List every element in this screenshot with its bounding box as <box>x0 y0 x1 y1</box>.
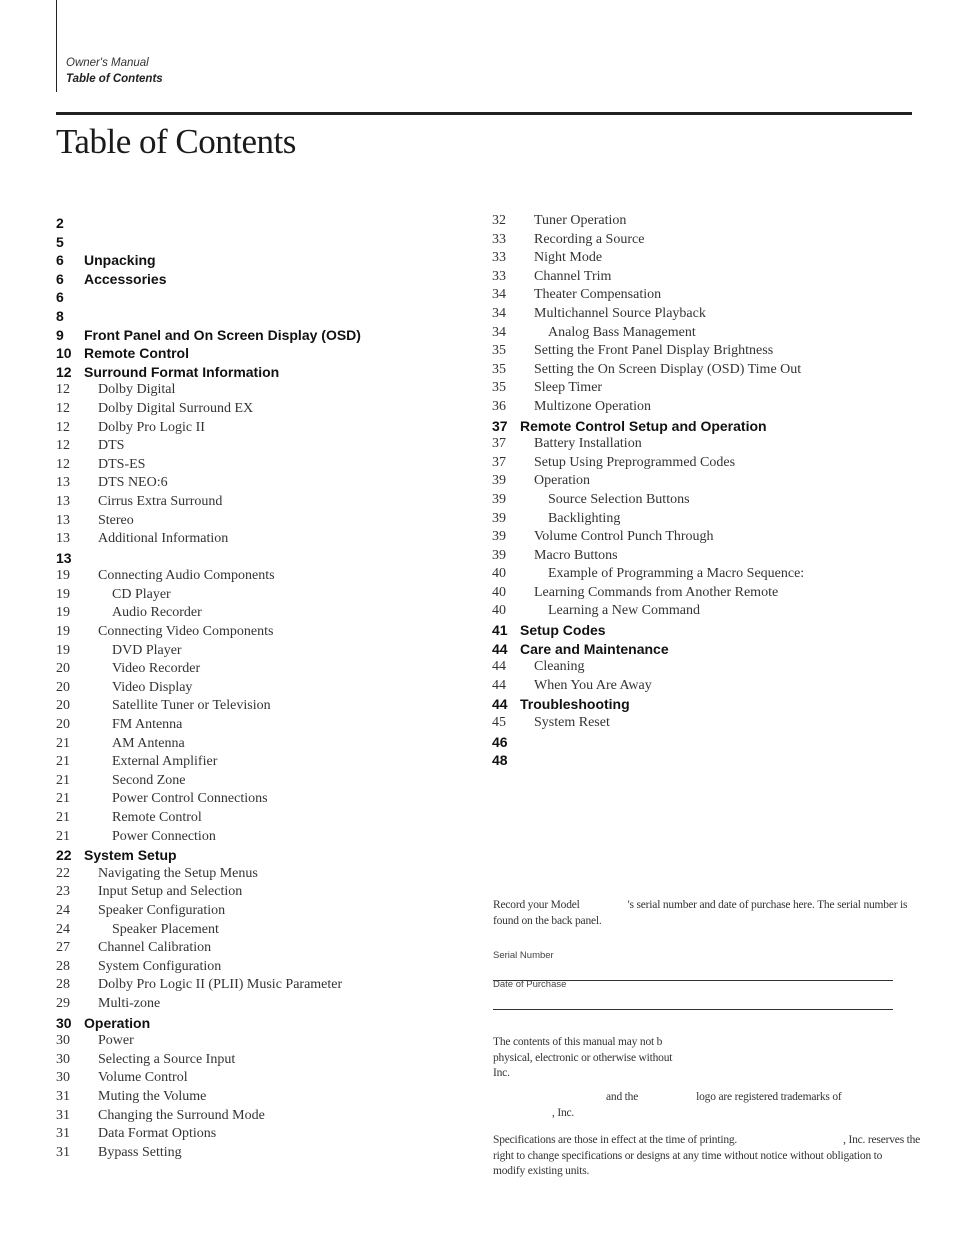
toc-page-number: 21 <box>56 810 70 825</box>
toc-page-number: 30 <box>56 1070 70 1086</box>
toc-entry-title: Second Zone <box>112 772 186 788</box>
toc-entry-title: Satellite Tuner or Television <box>112 698 271 714</box>
toc-page-number: 37 <box>492 454 506 470</box>
toc-entry-title: Remote Control <box>84 345 189 362</box>
toc-entry-title: AM Antenna <box>112 735 185 751</box>
toc-page-number: 30 <box>56 1014 72 1031</box>
toc-page-number: 28 <box>56 958 70 974</box>
toc-page-number: 13 <box>56 531 70 547</box>
toc-page-number: 31 <box>56 1107 70 1123</box>
toc-page-number: 19 <box>56 624 70 640</box>
toc-page-number: 21 <box>56 791 70 807</box>
copyright-line-2: physical, electronic or otherwise without <box>493 1051 673 1064</box>
toc-entry-title: Front Panel and On Screen Display (OSD) <box>84 326 361 343</box>
toc-entry-title: Dolby Pro Logic II <box>98 419 205 435</box>
toc-entry-title: Connecting Audio Components <box>98 568 275 584</box>
toc-page-number: 39 <box>492 547 506 563</box>
toc-page-number: 32 <box>492 213 506 228</box>
date-of-purchase-line <box>493 1009 893 1010</box>
toc-entry-title: Input Setup and Selection <box>98 884 243 900</box>
toc-entry-title: Volume Control <box>98 1070 188 1086</box>
toc-entry-title: Care and Maintenance <box>520 640 669 657</box>
toc-page-number: 19 <box>56 642 70 658</box>
toc-page-number: 12 <box>56 382 70 398</box>
toc-page-number: 13 <box>56 512 70 528</box>
toc-entry-title: Setup Using Preprogrammed Codes <box>534 454 736 470</box>
toc-page-number: 34 <box>492 287 506 303</box>
toc-page-number: 33 <box>492 250 506 266</box>
toc-entry-title: Setting the On Screen Display (OSD) Time Out <box>534 361 802 377</box>
toc-entry-title: Tuner Operation <box>534 213 627 228</box>
toc-page-number: 40 <box>492 603 506 619</box>
toc-page-number: 6 <box>56 270 64 287</box>
toc-page-number: 35 <box>492 380 506 396</box>
toc-entry-title: Source Selection Buttons <box>548 491 690 507</box>
toc-entry-title: Additional Information <box>98 531 229 547</box>
toc-entry-title: Operation <box>84 1014 151 1031</box>
toc-entry-title: Channel Trim <box>534 268 612 284</box>
toc-page-number: 44 <box>492 677 506 693</box>
toc-page-number: 22 <box>56 847 72 864</box>
toc-entry-title: Theater Compensation <box>534 287 662 303</box>
toc-page-number: 13 <box>56 549 72 566</box>
toc-page-number: 23 <box>56 884 70 900</box>
toc-page-number: 12 <box>56 400 70 416</box>
toc-page-number: 5 <box>56 233 64 250</box>
toc-page-number: 20 <box>56 698 70 714</box>
toc-entry-title: DTS NEO:6 <box>98 475 168 491</box>
toc-entry-title: When You Are Away <box>534 677 652 693</box>
toc-entry-title: Setup Codes <box>520 622 606 639</box>
spec-text-a: Specifications are those in effect at the time of printing. <box>493 1134 738 1146</box>
copyright-line-1: The contents of this manual may not b <box>493 1036 663 1048</box>
toc-entry-title: Macro Buttons <box>534 547 618 563</box>
toc-page-number: 33 <box>492 231 506 247</box>
page-title: Table of Contents <box>56 122 296 161</box>
toc-entry-title: Dolby Pro Logic II (PLII) Music Parameter <box>98 977 343 993</box>
toc-entry-title: External Amplifier <box>112 754 218 770</box>
toc-page-number: 29 <box>56 995 70 1011</box>
toc-entry-title: Data Format Options <box>98 1126 217 1142</box>
toc-page-number: 33 <box>492 268 506 284</box>
toc-entry-title: Speaker Configuration <box>98 902 226 918</box>
toc-page-number: 41 <box>492 622 508 639</box>
toc-entry-title: Power <box>98 1033 134 1049</box>
toc-entry-title: Audio Recorder <box>112 605 202 621</box>
toc-page-number: 12 <box>56 419 70 435</box>
toc-page-number: 2 <box>56 215 64 231</box>
toc-page-number: 34 <box>492 305 506 321</box>
toc-entry-title: Learning Commands from Another Remote <box>534 584 779 600</box>
trademark-text-c: , Inc. <box>552 1106 575 1119</box>
toc-entry-title: Recording a Source <box>534 231 645 247</box>
title-rule <box>56 112 912 115</box>
record-instructions <box>493 898 907 929</box>
toc-page-number: 13 <box>56 493 70 509</box>
toc-entry-title: System Configuration <box>98 958 222 974</box>
toc-page-number: 21 <box>56 772 70 788</box>
toc-entry-title: Navigating the Setup Menus <box>98 865 258 881</box>
toc-entry-title: Cleaning <box>534 659 585 675</box>
toc-entry-title: Speaker Placement <box>112 921 219 937</box>
toc-page-number: 28 <box>56 977 70 993</box>
toc-page-number: 40 <box>492 566 506 582</box>
toc-entry-title: System Reset <box>534 715 610 731</box>
toc-entry-title: CD Player <box>112 586 171 602</box>
toc-entry-title: Connecting Video Components <box>98 624 274 640</box>
toc-page-number: 31 <box>56 1144 70 1160</box>
toc-entry-title: Dolby Digital <box>98 382 176 398</box>
toc-entry-title: Unpacking <box>84 252 156 269</box>
trademark-notice <box>493 1090 842 1121</box>
toc-page-number: 31 <box>56 1088 70 1104</box>
running-header-section: Table of Contents <box>66 73 163 85</box>
toc-page-number: 39 <box>492 473 506 489</box>
toc-entry-title: Battery Installation <box>534 436 642 452</box>
toc-page-number: 22 <box>56 865 70 881</box>
toc-page-number: 20 <box>56 661 70 677</box>
toc-entry-title: Video Recorder <box>112 661 201 677</box>
toc-page-number: 24 <box>56 902 70 918</box>
toc-entry-title: Learning a New Command <box>548 603 701 619</box>
toc-entry-title: Backlighting <box>548 510 621 526</box>
header-vertical-rule <box>56 0 57 92</box>
toc-page-number: 21 <box>56 754 70 770</box>
toc-page-number: 12 <box>56 363 72 380</box>
toc-entry-title: Power Control Connections <box>112 791 268 807</box>
copyright-notice <box>493 1035 672 1082</box>
toc-page-number: 46 <box>492 733 508 750</box>
toc-entry-title: Channel Calibration <box>98 940 212 956</box>
toc-page-number: 8 <box>56 307 64 324</box>
record-text-b: 's serial number and date of purchase here. The serial number is <box>627 899 908 911</box>
toc-page-number: 48 <box>492 752 508 769</box>
toc-page-number: 39 <box>492 510 506 526</box>
spec-text-d: modify existing units. <box>493 1165 590 1177</box>
toc-page-number: 31 <box>56 1126 70 1142</box>
toc-entry-title: Muting the Volume <box>98 1088 207 1104</box>
toc-page-number: 30 <box>56 1033 70 1049</box>
toc-entry-title: Operation <box>534 473 590 489</box>
toc-page-number: 27 <box>56 940 70 956</box>
toc-page-number: 36 <box>492 398 506 414</box>
toc-page-number: 44 <box>492 659 506 675</box>
toc-page-number: 6 <box>56 289 64 306</box>
toc-entry-title: Analog Bass Management <box>548 324 696 340</box>
record-text-c: found on the back panel. <box>493 914 602 927</box>
toc-page-number: 44 <box>492 640 508 657</box>
toc-entry-title: Video Display <box>112 679 193 695</box>
toc-page-number: 12 <box>56 438 70 454</box>
toc-entry-title: Sleep Timer <box>534 380 603 396</box>
toc-entry-title: Troubleshooting <box>520 696 630 713</box>
toc-page-number: 13 <box>56 475 70 491</box>
toc-entry-title: Bypass Setting <box>98 1144 182 1160</box>
toc-entry-title: Selecting a Source Input <box>98 1051 236 1067</box>
toc-entry-title: Multizone Operation <box>534 398 652 414</box>
toc-page-number: 20 <box>56 679 70 695</box>
toc-page-number: 21 <box>56 828 70 844</box>
toc-entry-title: Setting the Front Panel Display Brightness <box>534 343 774 359</box>
toc-page-number: 40 <box>492 584 506 600</box>
toc-entry-title: Changing the Surround Mode <box>98 1107 265 1123</box>
record-text-a: Record your Model <box>493 899 580 911</box>
toc-entry-title: FM Antenna <box>112 717 183 733</box>
toc-page-number: 37 <box>492 436 506 452</box>
toc-page-number: 39 <box>492 529 506 545</box>
toc-entry-title: Accessories <box>84 270 167 287</box>
specifications-notice <box>493 1133 920 1180</box>
toc-page-number: 35 <box>492 361 506 377</box>
toc-page-number: 19 <box>56 586 70 602</box>
toc-page-number: 35 <box>492 343 506 359</box>
toc-page-number: 39 <box>492 491 506 507</box>
toc-page-number: 34 <box>492 324 506 340</box>
toc-page-number: 21 <box>56 735 70 751</box>
toc-page-number: 20 <box>56 717 70 733</box>
toc-entry-title: Volume Control Punch Through <box>534 529 714 545</box>
toc-entry-title: System Setup <box>84 847 177 864</box>
toc-page-number: 37 <box>492 417 508 434</box>
spec-text-b: , Inc. reserves the <box>843 1134 921 1146</box>
toc-page-number: 24 <box>56 921 70 937</box>
toc-entry-title: DTS-ES <box>98 456 146 472</box>
toc-entry-title: Dolby Digital Surround EX <box>98 400 254 416</box>
toc-page-number: 9 <box>56 326 64 343</box>
toc-page-number: 44 <box>492 696 508 713</box>
toc-page-number: 12 <box>56 456 70 472</box>
toc-entry-title: Cirrus Extra Surround <box>98 493 223 509</box>
copyright-line-3: Inc. <box>493 1067 510 1079</box>
toc-entry-title: DTS <box>98 438 125 454</box>
toc-page-number: 6 <box>56 252 64 269</box>
toc-page-number: 30 <box>56 1051 70 1067</box>
toc-entry-title: Multichannel Source Playback <box>534 305 706 321</box>
toc-page-number: 45 <box>492 715 506 731</box>
toc-entry-title: Remote Control Setup and Operation <box>520 417 767 434</box>
trademark-text-a: and the <box>606 1091 639 1103</box>
toc-page-number: 19 <box>56 568 70 584</box>
running-header-doc-name: Owner's Manual <box>66 57 149 69</box>
toc-entry-title: DVD Player <box>112 642 182 658</box>
toc-page-number: 19 <box>56 605 70 621</box>
trademark-text-b: logo are registered trademarks of <box>696 1091 842 1103</box>
toc-entry-title: Surround Format Information <box>84 363 280 380</box>
toc-page-number: 10 <box>56 345 72 362</box>
date-of-purchase-label: Date of Purchase <box>493 979 567 990</box>
toc-entry-title: Multi-zone <box>98 995 161 1011</box>
toc-entry-title: Night Mode <box>534 250 603 266</box>
spec-text-c: right to change specifications or designs at any time without notice without obligation to <box>493 1149 883 1162</box>
toc-entry-title: Remote Control <box>112 810 202 825</box>
toc-entry-title: Stereo <box>98 512 134 528</box>
toc-entry-title: Power Connection <box>112 828 216 844</box>
toc-entry-title: Example of Programming a Macro Sequence: <box>548 566 805 582</box>
serial-number-label: Serial Number <box>493 950 554 961</box>
